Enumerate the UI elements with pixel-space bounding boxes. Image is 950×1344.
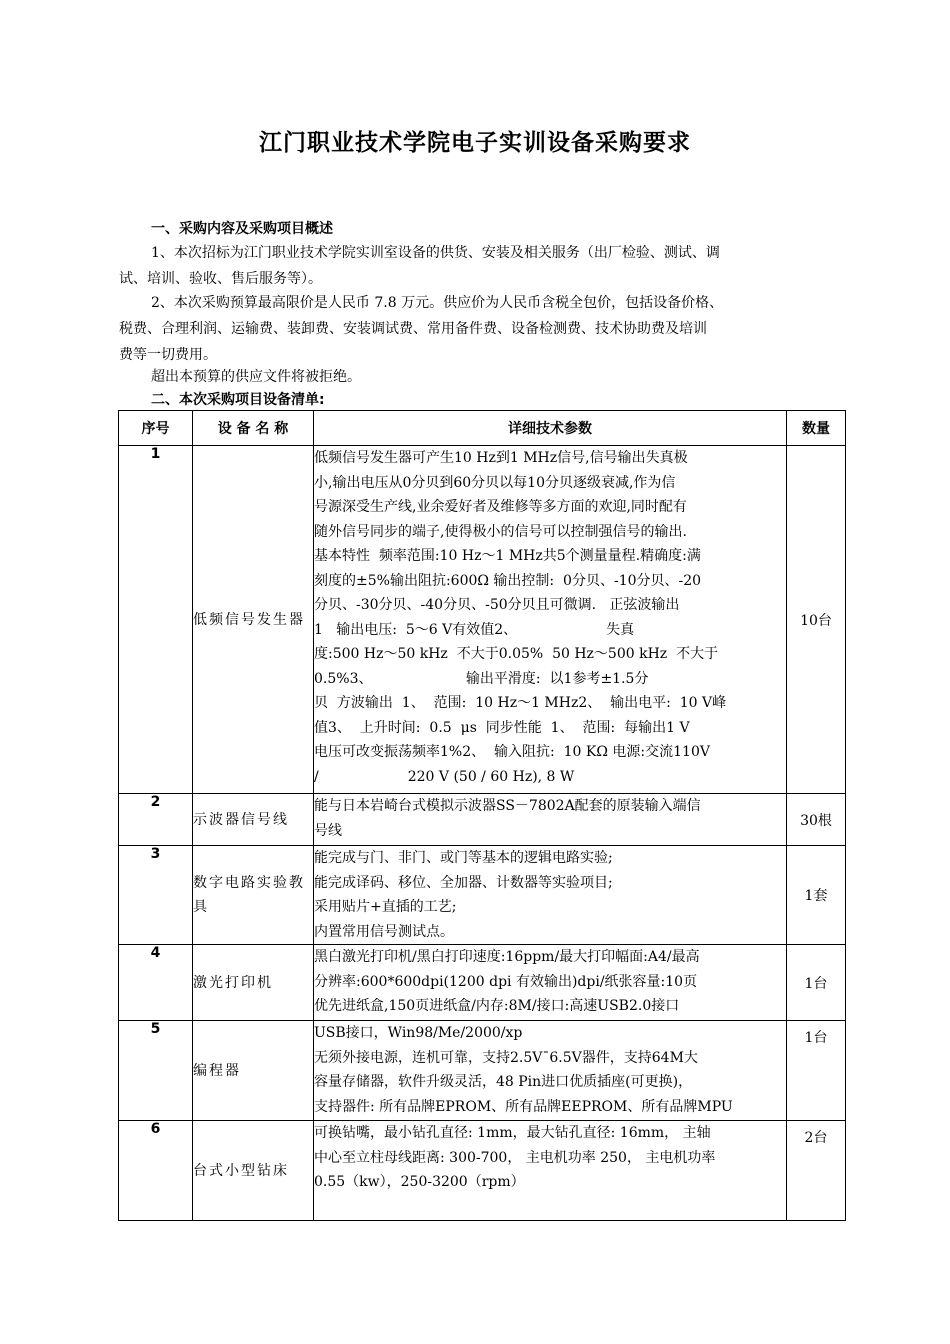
header-qty: 数量 bbox=[787, 411, 846, 446]
row-name: 低频信号发生器 bbox=[193, 446, 314, 794]
detail-line: 低频信号发生器可产生10 Hz到1 MHz信号,信号输出失真极 bbox=[314, 450, 688, 466]
row-detail bbox=[314, 794, 787, 846]
document-title: 江门职业技术学院电子实训设备采购要求 bbox=[259, 130, 691, 156]
row-name: 示波器信号线 bbox=[193, 794, 314, 846]
row-detail bbox=[314, 446, 787, 794]
detail-line: 基本特性 频率范围:10 Hz～1 MHz共5个测量量程.精确度:满 bbox=[314, 548, 701, 564]
detail-line: 能与日本岩崎台式模拟示波器SS－7802A配套的原装输入端信 bbox=[314, 798, 701, 814]
row-detail bbox=[314, 1021, 787, 1121]
detail-line: 0.55（kw），250-3200（rpm） bbox=[314, 1174, 525, 1190]
row-qty: 30根 bbox=[787, 794, 846, 846]
detail-line: 中心至立柱母线距离: 300-700， 主电机功率 250， 主电机功率 bbox=[314, 1149, 716, 1166]
detail-line: 内置常用信号测试点。 bbox=[314, 923, 454, 940]
detail-line: 分贝、-30分贝、-40分贝、-50分贝且可微调. 正弦波输出 bbox=[314, 597, 680, 613]
row-name: 台式小型钻床 bbox=[193, 1121, 314, 1221]
detail-line: 优先进纸盒,150页进纸盒/内存:8M/接口:高速USB2.0接口 bbox=[314, 998, 680, 1014]
row-seq: 3 bbox=[119, 846, 193, 945]
detail-line: USB接口，Win98/Me/2000/xp bbox=[314, 1025, 523, 1041]
paragraph-1-line-2: 试、培训、验收、售后服务等）。 bbox=[119, 271, 322, 287]
detail-line: 支持器件: 所有品牌EPROM、所有品牌EEPROM、所有品牌MPU bbox=[314, 1098, 733, 1115]
paragraph-3-line-1: 超出本预算的供应文件将被拒绝。 bbox=[151, 369, 361, 385]
row-name: 数字电路实验教具 bbox=[193, 846, 314, 945]
detail-line: 值3、 上升时间: 0.5 μs 同步性能 1、 范围: 每输出1 V bbox=[314, 719, 690, 736]
paragraph-2-line-2: 税费、合理利润、运输费、装卸费、安装调试费、常用备件费、设备检测费、技术协助费及培训 bbox=[119, 321, 707, 337]
table-row bbox=[119, 794, 846, 846]
header-name: 设 备 名 称 bbox=[193, 411, 314, 446]
row-qty: 1台 bbox=[787, 945, 846, 1021]
row-qty: 1套 bbox=[787, 846, 846, 945]
detail-line: 容量存储器，软件升级灵活，48 Pin进口优质插座(可更换)， bbox=[314, 1074, 693, 1090]
detail-line: 小,输出电压从0分贝到60分贝以每10分贝逐级衰减,作为信 bbox=[314, 474, 676, 491]
detail-line: 0.5%3、 输出平滑度: 以1参考±1.5分 bbox=[314, 670, 649, 687]
detail-line: 分辨率:600*600dpi(1200 dpi 有效输出)dpi/纸张容量:10页 bbox=[314, 973, 698, 990]
row-qty: 2台 bbox=[787, 1121, 846, 1221]
table-row bbox=[119, 1021, 846, 1121]
equipment-table bbox=[118, 410, 846, 1221]
detail-line: 能完成译码、移位、全加器、计数器等实验项目; bbox=[314, 874, 613, 891]
paragraph-2-line-1: 2、本次采购预算最高限价是人民币 7.8 万元。供应价为人民币含税全包价，包括设备价格、 bbox=[151, 295, 724, 311]
section-2-heading: 二、本次采购项目设备清单: bbox=[151, 392, 325, 408]
header-seq: 序号 bbox=[119, 411, 193, 446]
table-row bbox=[119, 945, 846, 1021]
row-detail bbox=[314, 1121, 787, 1221]
paragraph-3 bbox=[119, 364, 831, 390]
detail-line: / 220 V (50 / 60 Hz), 8 W bbox=[314, 768, 575, 785]
paragraph-1-line-1: 1、本次招标为江门职业技术学院实训室设备的供货、安装及相关服务（出厂检验、测试、调 bbox=[151, 245, 720, 261]
row-detail bbox=[314, 945, 787, 1021]
detail-line: 度:500 Hz～50 kHz 不大于0.05% 50 Hz～500 kHz 不大于 bbox=[314, 646, 719, 662]
row-qty: 1台 bbox=[787, 1021, 846, 1121]
row-seq: 6 bbox=[119, 1121, 193, 1221]
detail-line: 刻度的±5%输出阻抗:600Ω 输出控制: 0分贝、-10分贝、-20 bbox=[314, 572, 702, 589]
detail-line: 无须外接电源，连机可靠，支持2.5V¯6.5V器件，支持64M大 bbox=[314, 1049, 698, 1066]
table-row bbox=[119, 446, 846, 794]
detail-line: 贝 方波输出 1、 范围: 10 Hz～1 MHz2、 输出电平: 10 V峰 bbox=[314, 695, 727, 711]
table-row bbox=[119, 846, 846, 945]
row-name: 编程器 bbox=[193, 1021, 314, 1121]
header-detail: 详细技术参数 bbox=[314, 411, 787, 446]
row-qty: 10台 bbox=[787, 446, 846, 794]
table-row bbox=[119, 1121, 846, 1221]
detail-line: 可换钻嘴，最小钻孔直径: 1mm，最大钻孔直径: 16mm， 主轴 bbox=[314, 1125, 711, 1141]
detail-line: 电压可改变振荡频率1%2、 输入阻抗: 10 KΩ 电源:交流110V bbox=[314, 744, 710, 760]
paragraph-1 bbox=[119, 240, 831, 292]
detail-line: 能完成与门、非门、或门等基本的逻辑电路实验; bbox=[314, 850, 613, 866]
detail-line: 号源深受生产线,业余爱好者及维修等多方面的欢迎,同时配有 bbox=[314, 499, 687, 515]
detail-line: 号线 bbox=[314, 822, 342, 839]
detail-line: 黑白激光打印机/黑白打印速度:16ppm/最大打印幅面:A4/最高 bbox=[314, 949, 700, 965]
paragraph-2-line-3: 费等一切费用。 bbox=[119, 347, 217, 363]
row-name: 激光打印机 bbox=[193, 945, 314, 1021]
row-seq: 4 bbox=[119, 945, 193, 1021]
row-seq: 2 bbox=[119, 794, 193, 846]
detail-line: 1 输出电压: 5～6 V有效值2、 失真 bbox=[314, 621, 635, 638]
detail-line: 采用贴片+直插的工艺; bbox=[314, 899, 457, 915]
detail-line: 随外信号同步的端子,使得极小的信号可以控制强信号的输出. bbox=[314, 523, 687, 540]
row-seq: 5 bbox=[119, 1021, 193, 1121]
paragraph-2 bbox=[119, 290, 831, 368]
table-header-row bbox=[119, 411, 846, 446]
section-1-heading: 一、采购内容及采购项目概述 bbox=[151, 221, 333, 237]
row-detail bbox=[314, 846, 787, 945]
row-seq: 1 bbox=[119, 446, 193, 794]
